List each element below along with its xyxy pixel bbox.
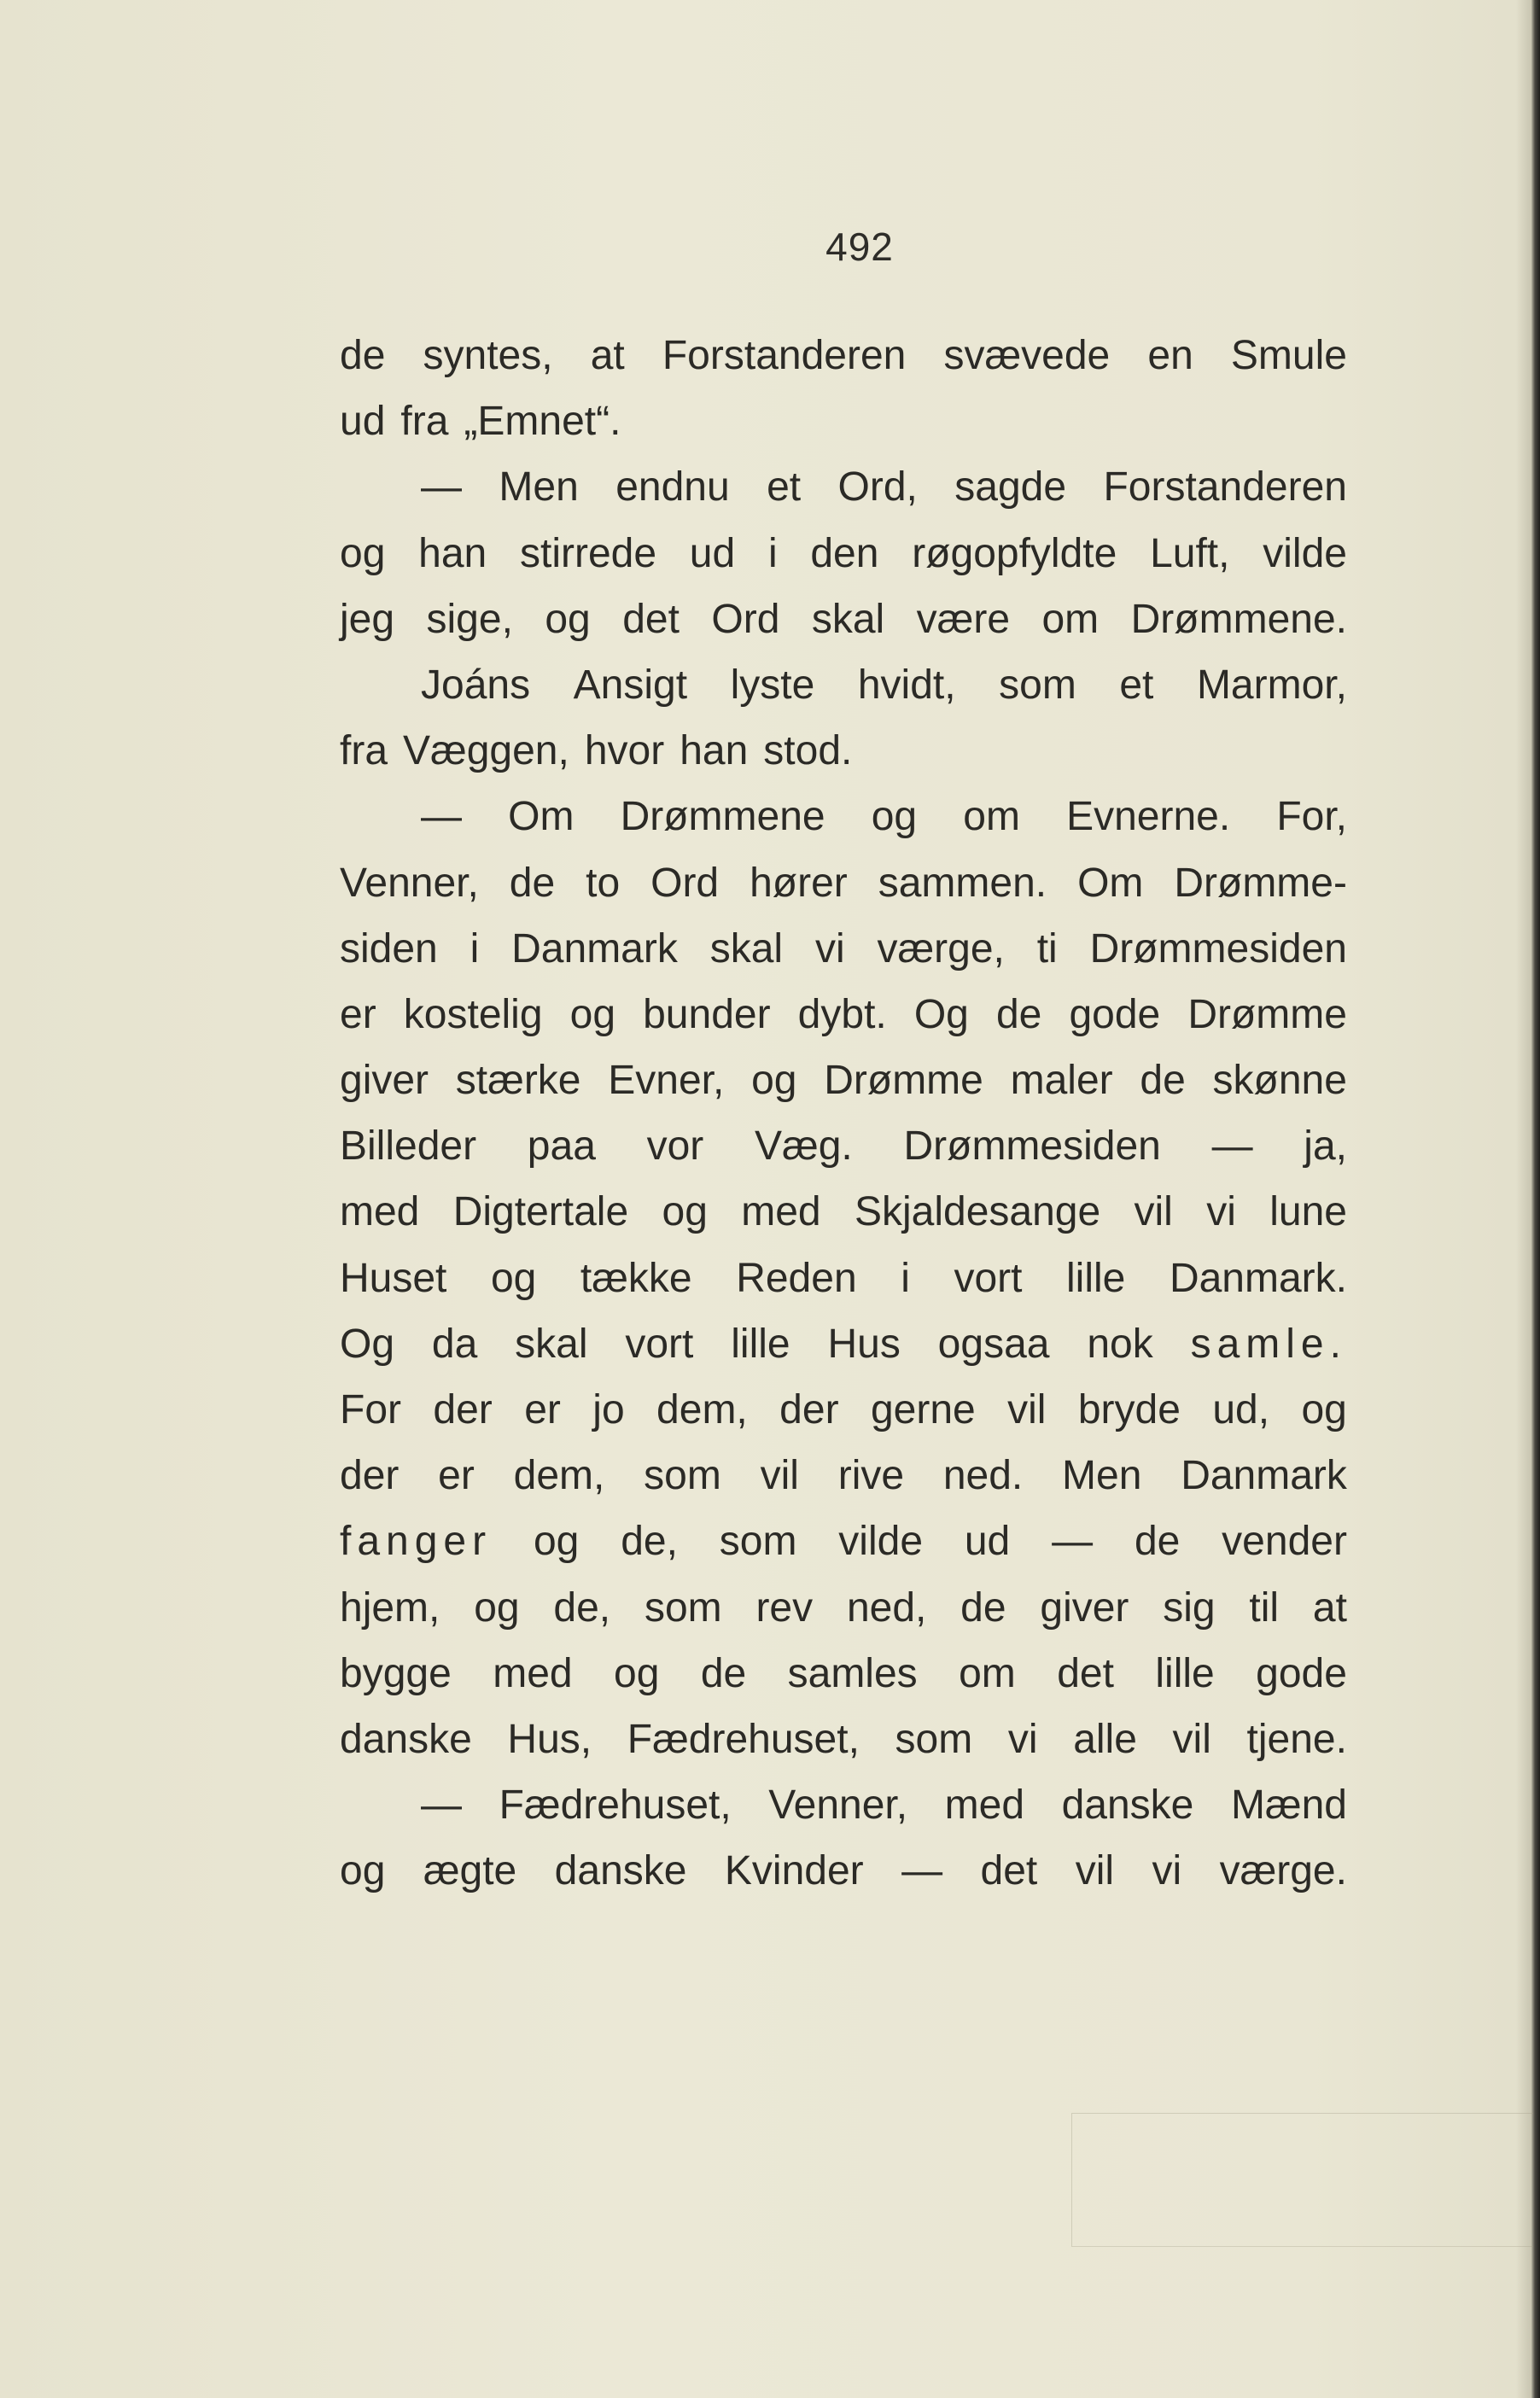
word: bryde [1077,1387,1181,1432]
word: og [662,1189,708,1235]
word: Fædrehuset, [627,1716,860,1762]
word: vender [1222,1519,1347,1565]
word: de [1134,1519,1181,1565]
word: de [509,860,556,906]
word: Danmark [1181,1453,1347,1499]
word: Om [1077,860,1144,906]
word: de [960,1584,1006,1631]
word: Joáns [421,662,531,708]
word: og [1301,1387,1347,1432]
text-line [340,850,1347,916]
word: Drømmene. [1130,596,1347,642]
word: stirrede [519,530,657,576]
word: Billeder [340,1123,477,1170]
word: som [999,662,1076,708]
word: sammen. [878,860,1047,906]
word: ogsaa [937,1321,1050,1367]
word: gode [1069,991,1161,1037]
word: værge. [1219,1848,1347,1894]
text-line [340,1838,1347,1904]
word: Væg. [755,1123,853,1170]
word: de, [553,1584,611,1631]
word: Smule [1230,333,1347,378]
word: vi [1206,1189,1236,1235]
word: ud [340,399,386,445]
word: danske [340,1716,472,1762]
word: gerne [870,1387,976,1432]
word: med [944,1782,1025,1829]
word: syntes, [423,333,553,378]
word: paa [527,1123,596,1170]
text-line [340,1246,1347,1311]
word: danske [554,1848,687,1894]
word: fra [400,399,449,445]
word: ned. [942,1453,1024,1499]
word: Forstanderen [662,333,907,378]
word: fanger [340,1519,493,1565]
word: vilde [1263,530,1347,576]
word: ja, [1304,1123,1347,1170]
word: Og [913,991,969,1037]
word: Drømme [1187,991,1347,1037]
word: Hus, [507,1716,592,1762]
word: er [340,991,376,1037]
word: vilde [838,1519,924,1565]
text-line [340,1508,1347,1574]
text-line [340,1179,1347,1245]
word: — [421,1782,462,1829]
word: er [438,1453,475,1499]
word: med [340,1189,420,1235]
word: hjem, [340,1584,440,1631]
text-line [340,1575,1347,1641]
text-line [340,1377,1347,1443]
word: skal [515,1321,588,1367]
word: er [524,1387,561,1432]
word: Venner, [768,1782,908,1829]
word: de [700,1650,747,1696]
word: sige, [426,596,513,642]
word: giver [340,1058,429,1104]
word: — [1052,1519,1094,1565]
text-line [340,1443,1347,1508]
word: vil [1007,1387,1047,1432]
word: svævede [943,333,1111,378]
word: ægte [423,1848,517,1894]
page-gutter-shadow [1516,0,1531,2398]
word: de [995,991,1042,1037]
word: maler [1010,1058,1113,1104]
word: den [810,530,879,576]
word: som [895,1716,973,1762]
text-line [340,784,1347,849]
word: lune [1269,1189,1347,1235]
word: — [901,1848,943,1894]
text-line [340,454,1347,520]
word: For [340,1387,401,1432]
word: Venner, [340,860,479,906]
word: Men [1062,1453,1142,1499]
body-text [340,323,1347,1905]
word: samles [787,1650,918,1696]
word: ti [1036,925,1058,971]
word: det [1057,1650,1114,1696]
word: Drømmesiden [1089,925,1347,971]
word: endnu [615,464,730,511]
word: Digtertale [452,1189,629,1235]
page-edge [1531,0,1540,2398]
word: tække [580,1255,692,1301]
word: vi [1152,1848,1182,1894]
word: om [959,1650,1016,1696]
word: lille [1155,1650,1215,1696]
word: vort [625,1321,694,1367]
word: bygge [340,1650,452,1696]
word: Drømme [824,1058,983,1104]
word: rive [837,1453,905,1499]
text-line [340,652,1347,718]
word: til [1249,1584,1280,1631]
word: alle [1073,1716,1137,1762]
word: der [779,1387,839,1432]
text-line [340,916,1347,982]
word: vil [1172,1716,1211,1762]
word: et [767,464,802,511]
word: og [871,794,918,840]
word: Skjaldesange [854,1189,1101,1235]
word: jeg [340,596,395,642]
word: hvidt, [857,662,956,708]
word: sig [1163,1584,1216,1631]
word: Marmor, [1196,662,1347,708]
word: — [1211,1123,1253,1170]
text-line [340,1047,1347,1113]
word: Luft, [1150,530,1230,576]
word: vi [1007,1716,1038,1762]
word: det [622,596,680,642]
word: være [916,596,1011,642]
word: vort [954,1255,1023,1301]
text-line [340,1113,1347,1179]
word: lyste [730,662,815,708]
word: skønne [1212,1058,1347,1104]
word: fra [340,728,388,774]
word: Danmark. [1169,1255,1347,1301]
word: og [490,1255,537,1301]
word: vil [1134,1189,1173,1235]
word: i [767,530,778,576]
word: som [719,1519,797,1565]
word: dem, [656,1387,748,1432]
text-line [340,982,1347,1047]
word: lille [1066,1255,1126,1301]
text-line [340,323,1347,388]
word: de, [621,1519,678,1565]
word: Og [340,1321,395,1367]
word: med [493,1650,573,1696]
word: rev [755,1584,814,1631]
word: ned, [846,1584,927,1631]
word: stærke [455,1058,581,1104]
word: om [1041,596,1100,642]
word: de [1140,1058,1186,1104]
text-line [340,586,1347,652]
word: Forstanderen [1103,464,1347,511]
text-line [340,718,1347,784]
word: ud, [1212,1387,1270,1432]
word: i [470,925,480,971]
word: de [340,333,386,378]
word: at [590,333,625,378]
word: vor [646,1123,704,1170]
word: samle. [1190,1321,1347,1367]
word: et [1119,662,1154,708]
word: og [569,991,616,1037]
word: at [1312,1584,1347,1631]
word: om [963,794,1020,840]
word: og [340,1848,386,1894]
word: hvor [584,728,665,774]
word: Men [499,464,579,511]
word: Huset [340,1255,447,1301]
word: ud [689,530,736,576]
word: ud [964,1519,1011,1565]
word: og [533,1519,580,1565]
word: skal [709,925,784,971]
word: røgopfyldte [912,530,1117,576]
word: lille [731,1321,790,1367]
word: med [741,1189,821,1235]
word: tjene. [1246,1716,1347,1762]
word: danske [1061,1782,1194,1829]
word: — [421,794,462,840]
word: Drømmesiden [903,1123,1161,1170]
word: Drømmene [620,794,825,840]
word: sagde [954,464,1067,511]
word: og [474,1584,520,1631]
word: siden [340,925,438,971]
word: Om [508,794,575,840]
word: dybt. [797,991,887,1037]
word: som [644,1584,722,1631]
word: Væggen, [403,728,569,774]
word: vi [814,925,845,971]
word: For, [1276,794,1347,840]
word: en [1147,333,1193,378]
word: nok [1087,1321,1153,1367]
word: Kvinder [724,1848,864,1894]
word: to [586,860,621,906]
word: vil [760,1453,799,1499]
text-line [340,1772,1347,1838]
word: og [751,1058,797,1104]
word: Mænd [1230,1782,1347,1829]
word: bunder [643,991,771,1037]
word: jo [592,1387,625,1432]
word: Ord [711,596,780,642]
word: — [421,464,462,511]
word: der [340,1453,400,1499]
paper-crease [1071,2113,1533,2247]
word: giver [1040,1584,1129,1631]
text-line [340,1707,1347,1772]
word: Ord, [837,464,918,511]
word: og [340,530,386,576]
word: og [545,596,591,642]
word: vil [1075,1848,1115,1894]
word: Ord [650,860,720,906]
word: gode [1256,1650,1347,1696]
text-line [340,521,1347,586]
word: Hus [827,1321,901,1367]
text-line [340,1641,1347,1707]
text-line [340,1311,1347,1377]
word: da [431,1321,478,1367]
word: kostelig [403,991,543,1037]
word: Evnerne. [1066,794,1231,840]
word: Drømme- [1174,860,1347,906]
word: Fædrehuset, [499,1782,732,1829]
word: i [901,1255,910,1301]
word: og [614,1650,660,1696]
word: Evner, [608,1058,725,1104]
word: dem, [513,1453,605,1499]
word: som [644,1453,721,1499]
word: Ansigt [573,662,688,708]
word: Reden [736,1255,857,1301]
text-line [340,388,1347,454]
word: Danmark [511,925,678,971]
word: „Emnet“. [464,399,621,445]
word: det [980,1848,1038,1894]
word: værge, [877,925,1005,971]
page-number: 492 [825,225,894,269]
word: han [418,530,487,576]
word: skal [811,596,885,642]
word: der [433,1387,493,1432]
word: han [680,728,749,774]
word: stod. [763,728,853,774]
word: hører [750,860,848,906]
